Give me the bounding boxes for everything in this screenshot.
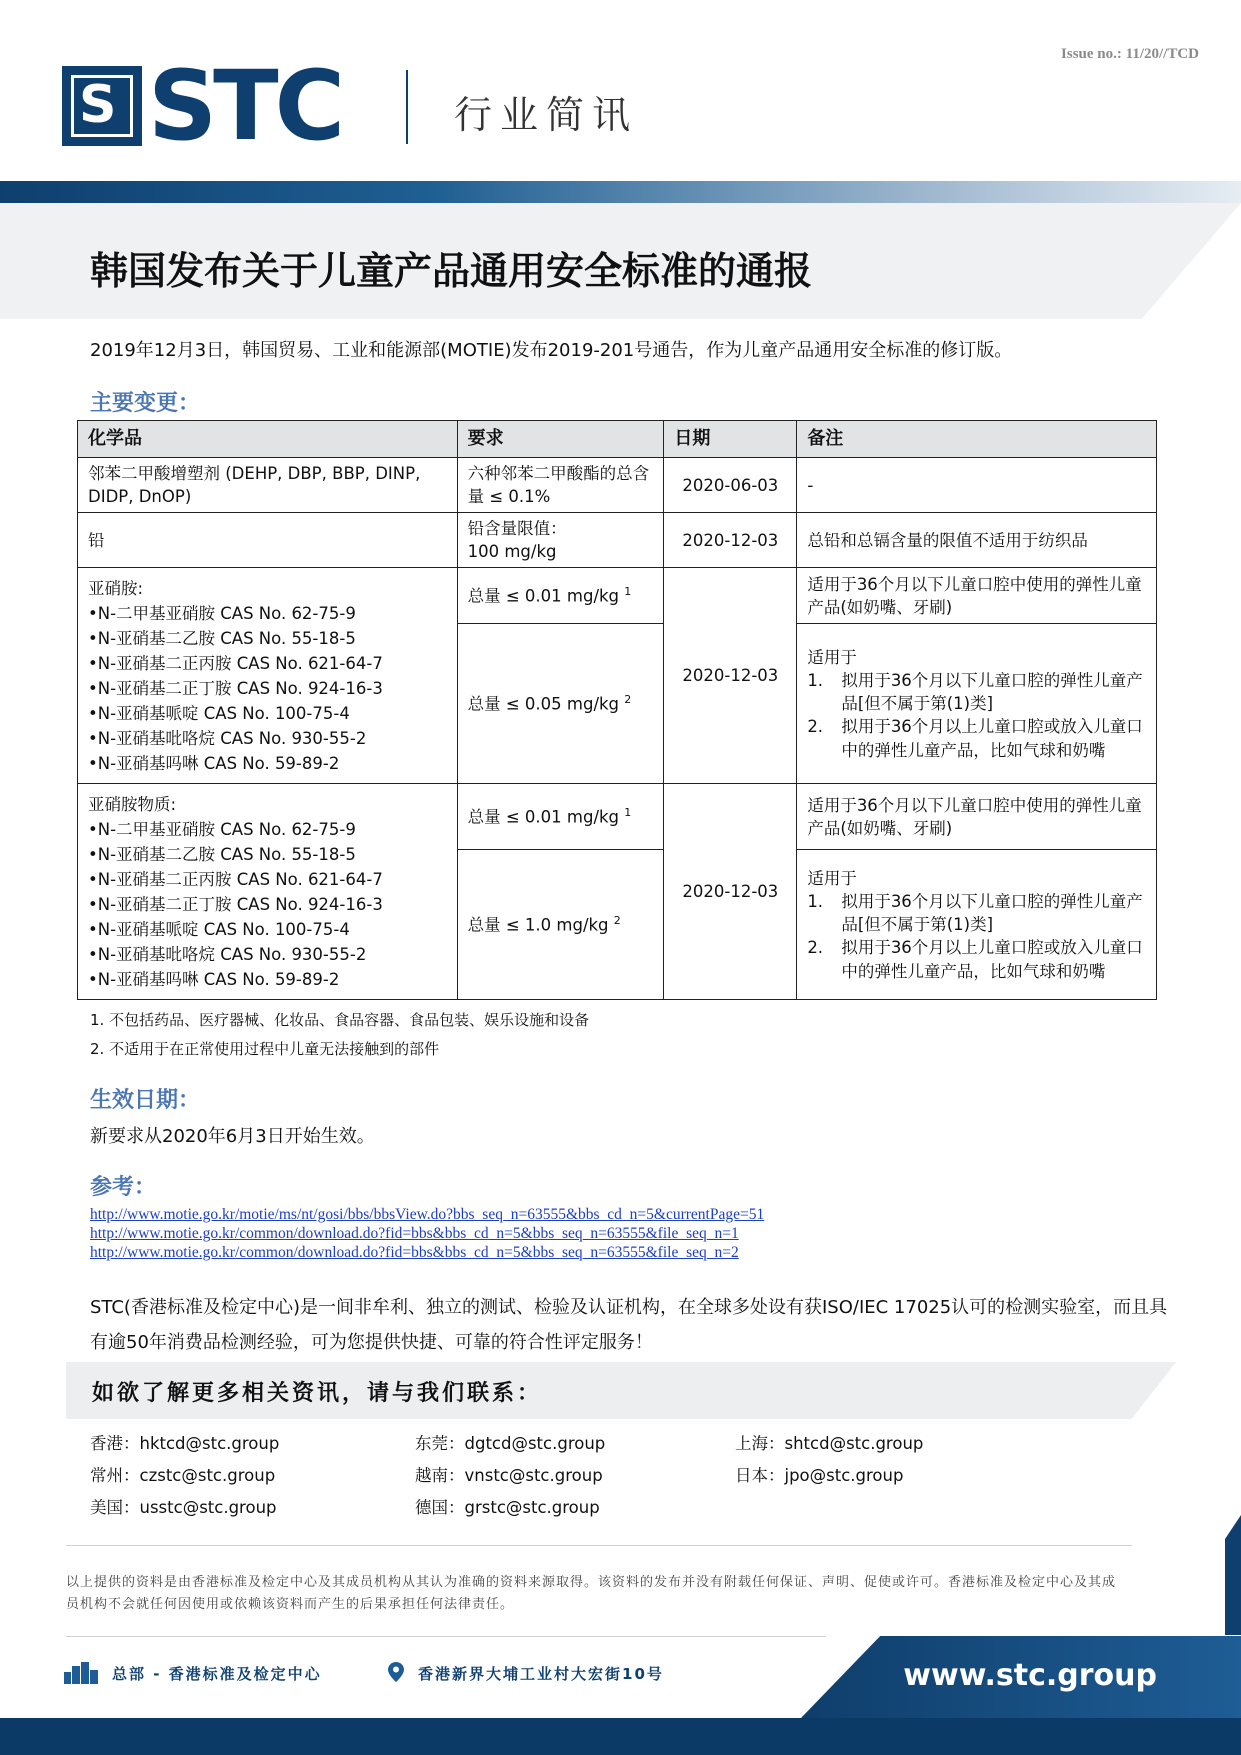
contact-list <box>90 1430 1170 1518</box>
contact-heading: 如欲了解更多相关资讯，请与我们联系： <box>92 1381 543 1406</box>
contact-japan[interactable]: 日本：jpo@stc.group <box>735 1466 904 1485</box>
reference-link[interactable]: http://www.motie.go.kr/common/download.do?fid=bbs&bbs_cd_n=5&bbs_seq_n=63555&file_seq_n=2 <box>90 1244 739 1261</box>
about-stc-paragraph: STC(香港标准及检定中心)是一间非牟利、独立的测试、检验及认证机构，在全球多处设有获ISO/IEC 17025认可的检测实验室，而且具有逾50年消费品检测经验，可为您提供快捷、可靠的符合性评定服务！ <box>90 1297 1168 1353</box>
cell-requirement: 六种邻苯二甲酸酯的总含量 ≤ 0.1% <box>457 458 664 513</box>
table-row <box>78 513 1157 568</box>
cell-chemical-list: 亚硝胺: •N-二甲基亚硝胺 CAS No. 62-75-9 •N-亚硝基二乙胺 CAS No. 55-18-5 •N-亚硝基二正丙胺 CAS No. 621-64-7 •N-亚硝基二正丁胺 CAS No. 924-16-3 •N-亚硝基哌啶 CAS No. 100-75-4 •N-亚硝基吡咯烷 CAS No. 930-55-2 •N-亚硝基吗啉 CAS No. 59-89-2 <box>78 568 458 784</box>
decorative-stripe <box>1225 1515 1241 1635</box>
cell-requirement: 铅含量限值： 100 mg/kg <box>457 513 664 568</box>
col-header-date: 日期 <box>664 421 797 458</box>
cell-date: 2020-12-03 <box>664 568 797 784</box>
building-icon <box>64 1662 98 1684</box>
contact-dongguan[interactable]: 东莞：dgtcd@stc.group <box>415 1434 606 1453</box>
changes-heading: 主要变更： <box>90 391 201 416</box>
issue-number: Issue no.: 11/20//TCD <box>1061 46 1199 62</box>
footer-hq <box>64 1662 322 1684</box>
stc-emblem-icon: S <box>62 66 142 146</box>
cell-date: 2020-12-03 <box>664 513 797 568</box>
location-pin-icon <box>388 1662 404 1682</box>
contact-changzhou[interactable]: 常州：czstc@stc.group <box>90 1466 276 1485</box>
table-header-row <box>78 421 1157 458</box>
logo-divider <box>406 70 408 144</box>
cell-requirement: 总量 ≤ 0.01 mg/kg $^1$ <box>457 784 664 850</box>
cell-requirement: 总量 ≤ 1.0 mg/kg $^2$ <box>457 850 664 1000</box>
effective-date-text: 新要求从2020年6月3日开始生效。 <box>90 1126 375 1147</box>
footer-bar <box>0 1718 1241 1755</box>
reference-heading: 参考： <box>90 1175 157 1200</box>
requirements-table <box>77 420 1157 1000</box>
cell-requirement: 总量 ≤ 0.01 mg/kg $^1$ <box>457 568 664 624</box>
cell-remarks: - <box>797 458 1157 513</box>
effective-date-heading: 生效日期： <box>90 1088 201 1113</box>
contact-hongkong[interactable]: 香港：hktcd@stc.group <box>90 1434 280 1453</box>
reference-links <box>90 1205 764 1262</box>
contact-usa[interactable]: 美国：usstc@stc.group <box>90 1498 277 1517</box>
footnote-2: 2. 不适用于在正常使用过程中儿童无法接触到的部件 <box>90 1040 440 1058</box>
header-gradient-band <box>0 181 1241 203</box>
stc-logo <box>62 50 342 162</box>
table-row <box>78 568 1157 624</box>
table-row <box>78 784 1157 850</box>
cell-remarks: 适用于 1. 拟用于36个月以下儿童口腔的弹性儿童产品[但不属于第(1)类] 2. 拟用于36个月以上儿童口腔或放入儿童口中的弹性儿童产品，比如气球和奶嘴 <box>797 624 1157 784</box>
footer-hq-label: 总部 - 香港标准及检定中心 <box>112 1664 322 1683</box>
cell-chemical-list: 亚硝胺物质: •N-二甲基亚硝胺 CAS No. 62-75-9 •N-亚硝基二乙胺 CAS No. 55-18-5 •N-亚硝基二正丙胺 CAS No. 621-64-7 •N-亚硝基二正丁胺 CAS No. 924-16-3 •N-亚硝基哌啶 CAS No. 100-75-4 •N-亚硝基吡咯烷 CAS No. 930-55-2 •N-亚硝基吗啉 CAS No. 59-89-2 <box>78 784 458 1000</box>
footer-website-link[interactable]: www.stc.group <box>903 1658 1157 1693</box>
reference-link[interactable]: http://www.motie.go.kr/motie/ms/nt/gosi/bbs/bbsView.do?bbs_seq_n=63555&bbs_cd_n=5&currentPage=51 <box>90 1206 765 1223</box>
footnote-1: 1. 不包括药品、医疗器械、化妆品、食品容器、食品包装、娱乐设施和设备 <box>90 1011 590 1029</box>
cell-remarks: 适用于36个月以下儿童口腔中使用的弹性儿童产品(如奶嘴、牙刷) <box>797 568 1157 624</box>
col-header-requirement: 要求 <box>457 421 664 458</box>
cell-date: 2020-06-03 <box>664 458 797 513</box>
cell-remarks: 适用于 1. 拟用于36个月以下儿童口腔的弹性儿童产品[但不属于第(1)类] 2. 拟用于36个月以上儿童口腔或放入儿童口中的弹性儿童产品，比如气球和奶嘴 <box>797 850 1157 1000</box>
cell-remarks: 适用于36个月以下儿童口腔中使用的弹性儿童产品(如奶嘴、牙刷) <box>797 784 1157 850</box>
reference-link[interactable]: http://www.motie.go.kr/common/download.do?fid=bbs&bbs_cd_n=5&bbs_seq_n=63555&file_seq_n=1 <box>90 1225 739 1242</box>
logo-subtitle: 行业简讯 <box>454 93 639 137</box>
disclaimer: 以上提供的资料是由香港标准及检定中心及其成员机构从其认为准确的资料来源取得。该资料的发布并没有附载任何保证、声明、促使或许可。香港标准及检定中心及其成员机构不会就任何因使用或依赖该资料而产生的后果承担任何法律责任。 <box>66 1575 1117 1612</box>
cell-chemical: 邻苯二甲酸增塑剂 (DEHP, DBP, BBP, DINP, DIDP, DnOP) <box>78 458 458 513</box>
cell-remarks: 总铅和总镉含量的限值不适用于纺织品 <box>797 513 1157 568</box>
table-row <box>78 458 1157 513</box>
contact-shanghai[interactable]: 上海：shtcd@stc.group <box>735 1434 924 1453</box>
cell-requirement: 总量 ≤ 0.05 mg/kg $^2$ <box>457 624 664 784</box>
contact-vietnam[interactable]: 越南：vnstc@stc.group <box>415 1466 603 1485</box>
col-header-remarks: 备注 <box>797 421 1157 458</box>
contact-germany[interactable]: 德国：grstc@stc.group <box>415 1498 600 1517</box>
cell-date: 2020-12-03 <box>664 784 797 1000</box>
footer-address: 香港新界大埔工业村大宏街10号 <box>418 1665 664 1683</box>
cell-chemical: 铅 <box>78 513 458 568</box>
page-title: 韩国发布关于儿童产品通用安全标准的通报 <box>90 249 813 293</box>
logo-wordmark: STC <box>148 50 342 162</box>
col-header-chemical: 化学品 <box>78 421 458 458</box>
divider <box>66 1545 1132 1546</box>
intro-paragraph: 2019年12月3日，韩国贸易、工业和能源部(MOTIE)发布2019-201号通告，作为儿童产品通用安全标准的修订版。 <box>90 340 1013 361</box>
divider <box>66 1636 826 1637</box>
